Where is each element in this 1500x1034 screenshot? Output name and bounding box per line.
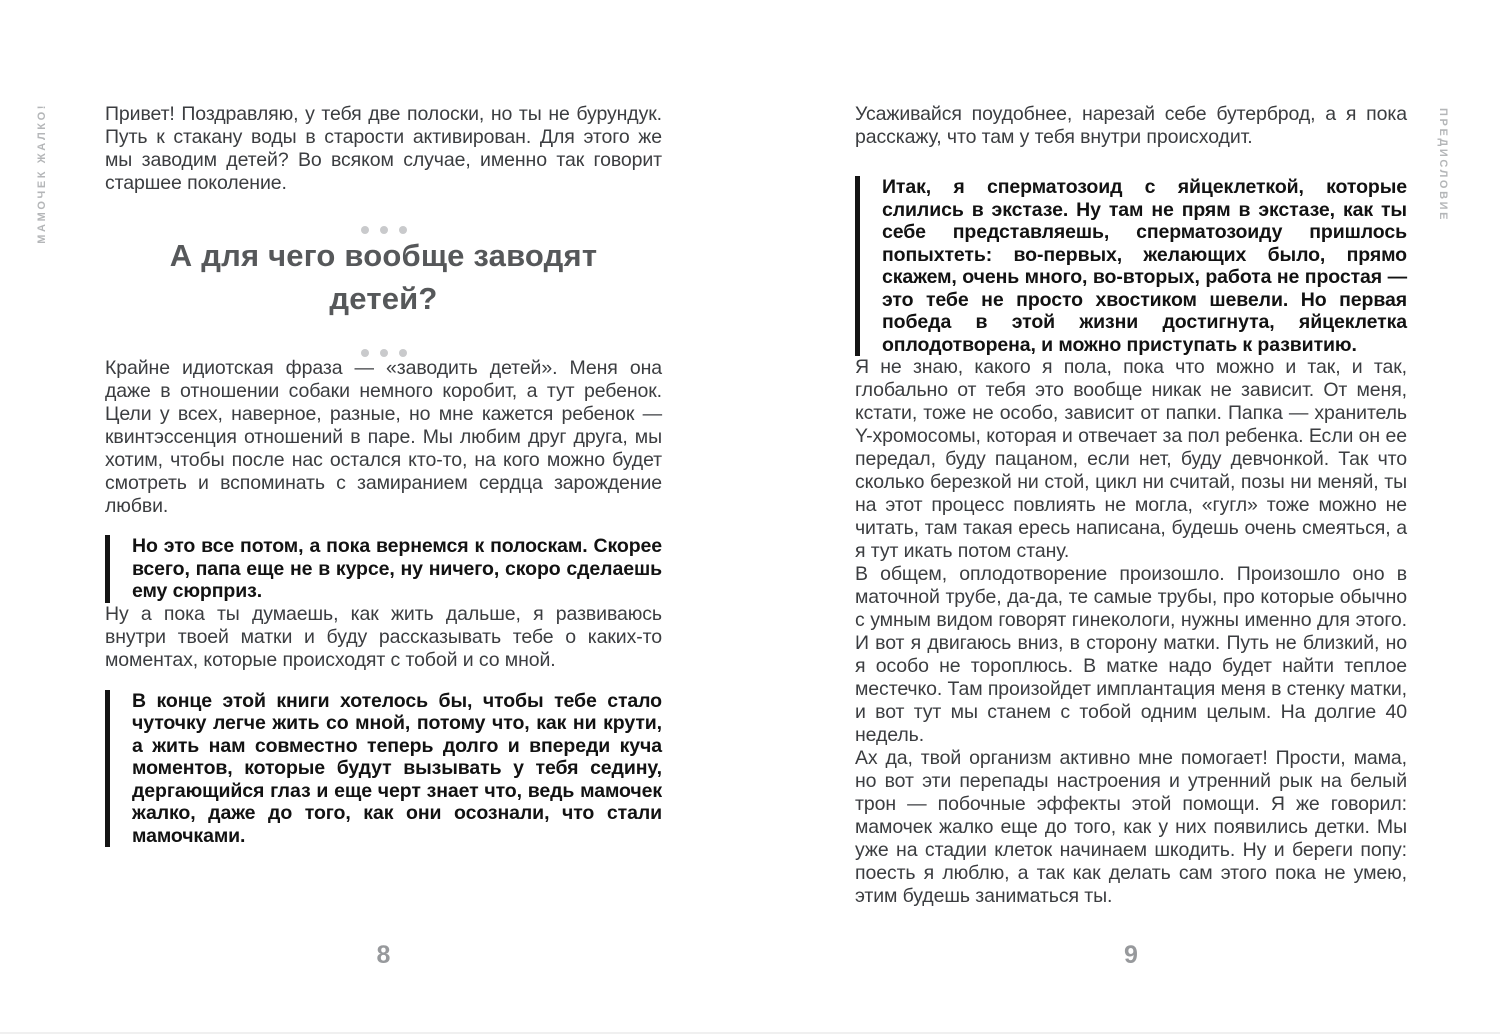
section-heading: А для чего вообще заводят детей?	[169, 238, 598, 316]
dot-icon	[399, 349, 407, 357]
page-number-left: 8	[376, 941, 391, 969]
dot-icon	[361, 226, 369, 234]
page-left	[105, 0, 662, 1034]
body-paragraph: Крайне идиотская фраза — «заводить детей». Меня она даже в отношении собаки немного коробит, а тут ребенок. Цели у всех, наверное, разные, но мне кажется ребенок — квинтэссенция отношений в паре. Мы любим друг друга, мы хотим, чтобы после нас остался кто-то, на кого можно будет смотреть и вспоминать с замиранием сердца зарождение любви.	[105, 357, 662, 517]
dot-icon	[380, 349, 388, 357]
section-divider-dots	[105, 226, 662, 234]
page-right	[855, 0, 1407, 1034]
highlight-quote: Итак, я сперматозоид с яйцеклеткой, которые слились в экстазе. Ну там не прям в экстазе, как ты себе представляешь, сперматозоиду пришлось попыхтеть: во-первых, желающих было, прямо скажем, очень много, во-вторых, работа не простая — это тебе не просто хвостиком шевели. Но первая победа в этой жизни достигнута, яйцеклетка оплодотворена, и можно приступать к развитию.	[855, 176, 1407, 356]
body-paragraph: В общем, оплодотворение произошло. Произошло оно в маточной трубе, да-да, те самые трубы, про которые обычно с умным видом говорят гинекологи, нужны именно для этого. И вот я двигаюсь вниз, в сторону матки. Путь не близкий, но я особо не тороплюсь. В матке надо будет найти теплое местечко. Там произойдет имплантация меня в стенку матки, и вот тут мы станем с тобой одним целым. На долгие 40 недель.	[855, 563, 1407, 746]
running-title-left: МАМОЧЕК ЖАЛКО!	[36, 103, 48, 244]
highlight-quote: Но это все потом, а пока вернемся к полоскам. Скорее всего, папа еще не в курсе, ну ничего, скоро сделаешь ему сюрприз.	[105, 535, 662, 603]
page-number-right: 9	[1124, 941, 1138, 969]
body-paragraph: Ну а пока ты думаешь, как жить дальше, я развиваюсь внутри твоей матки и буду рассказывать тебе о каких-то моментах, которые происходят с тобой и со мной.	[105, 602, 662, 671]
page-right-content	[855, 0, 1407, 908]
highlight-quote: В конце этой книги хотелось бы, чтобы тебе стало чуточку легче жить со мной, потому что, как ни крути, а жить нам совместно теперь долго и впереди куча моментов, которые будут вызывать у тебя седину, дергающийся глаз и еще черт знает что, ведь мамочек жалко, даже до того, как они осознали, что стали мамочками.	[105, 690, 662, 848]
chapter-label-right: ПРЕДИСЛОВИЕ	[1437, 108, 1449, 223]
intro-paragraph: Привет! Поздравляю, у тебя две полоски, но ты не бурундук. Путь к стакану воды в старости активирован. Для этого же мы заводим детей? Во всяком случае, именно так говорит старшее поколение.	[105, 103, 662, 194]
page-left-content	[105, 0, 662, 847]
body-paragraph: Я не знаю, какого я пола, пока что можно и так, и так, глобально от тебя это вообще никак не зависит. От меня, кстати, тоже не особо, зависит от папки. Папка — хранитель Y-хромосомы, которая и отвечает за пол ребенка. Если он ее передал, буду пацаном, если нет, буду девчонкой. Так что сколько березкой ни стой, цикл ни считай, позы ни меняй, ты на этот процесс повлиять не могла, «гугл» тоже можно не читать, там такая ересь написана, будешь очень смеяться, а я тут икать потом стану.	[855, 356, 1407, 562]
dot-icon	[361, 349, 369, 357]
section-divider-dots	[105, 349, 662, 357]
body-paragraph: Ах да, твой организм активно мне помогает! Прости, мама, но вот эти перепады настроения и утренний рык на белый трон — побочные эффекты этой помощи. Я же говорил: мамочек жалко еще до того, как у них появились детки. Мы уже на стадии клеток начинаем шкодить. Ну и береги попу: поесть я люблю, а так как делать сам этого пока не умею, этим будешь заниматься ты.	[855, 747, 1407, 907]
dot-icon	[380, 226, 388, 234]
body-paragraph: Усаживайся поудобнее, нарезай себе бутерброд, а я пока расскажу, что там у тебя внутри происходит.	[855, 103, 1407, 148]
dot-icon	[399, 226, 407, 234]
